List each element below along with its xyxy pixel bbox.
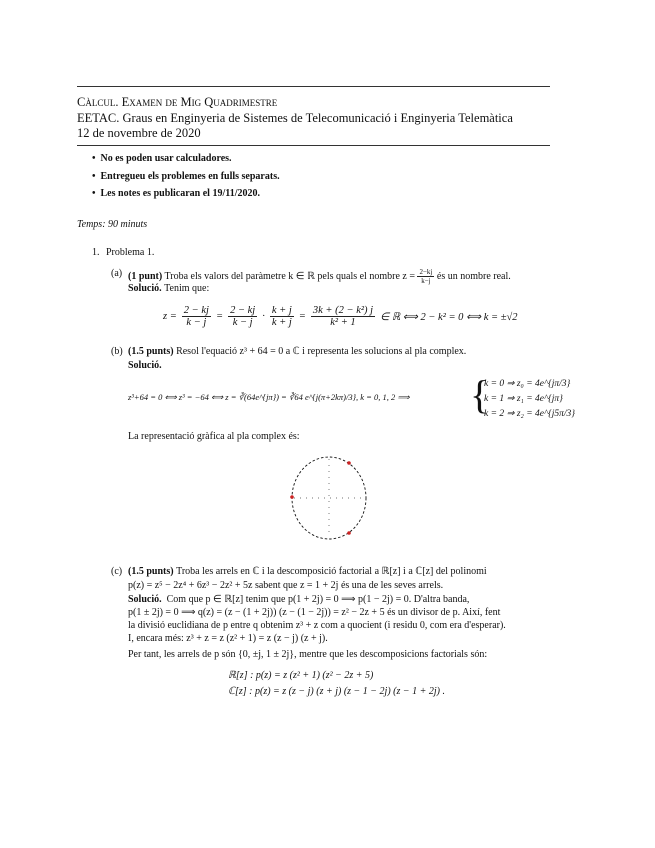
case-k1: k = 1 ⇒ z₁ = 4e^{jπ} [484,394,563,404]
problem-title: Problema 1. [106,247,155,258]
cases-brace: { [470,372,490,417]
rule-item: • No es poden usar calculadores. [92,153,232,164]
part-c-label: (c) [111,566,123,577]
part-c-solution-line4: I, encara més: z³ + z = z (z² + 1) = z (z − j) (z + j). [128,633,328,644]
rule-item: • Entregueu els problemes en fulls separats. [92,171,280,182]
part-c-solution-line5: Per tant, les arrels de p són {0, ±j, 1 ± 2j}, mentre que les descomposicions factorials són: [128,649,488,660]
case-k2: k = 2 ⇒ z₂ = 4e^{j5π/3} [484,409,576,419]
part-b-statement: (1.5 punts) Resol l'equació z³ + 64 = 0 a ℂ i representa les solucions al pla complex. [128,346,467,357]
problem-number: 1. [92,247,100,258]
rule-item: • Les notes es publicaran el 19/11/2020. [92,188,260,199]
root-z2 [347,531,351,535]
exam-subtitle: EETAC. Graus en Enginyeria de Sistemes de Telecomunicació i Enginyeria Telemàtica [77,111,513,125]
part-a-equation: z = $\frac{2 - kj}{k - j}$ = $\frac{2 - kj}{k - j}$ · $\frac{k + j}{k + j}$ = $\frac{\text{3k + (2 − k²) j}}{\text{k² + 1}}$ ∈ ℝ ⟺ 2 − k² = 0 ⟺ k = ±√2 [163,305,518,328]
case-k0: k = 0 ⇒ z₀ = 4e^{jπ/3} [484,379,571,389]
part-b-label: (b) [111,346,123,357]
part-b-solution-label: Solució. [128,360,162,371]
root-z1 [290,495,294,499]
complex-plane-plot [282,451,382,545]
part-c-statement-line1: (1.5 punts) Troba les arrels en ℂ i la descomposició factorial a ℝ[z] i a ℂ[z] del polinomi [128,566,487,577]
root-z0 [347,461,351,465]
top-rule [77,86,550,87]
exam-date: 12 de novembre de 2020 [77,126,201,140]
part-c-statement-line2: p(z) = z⁵ − 2z⁴ + 6z³ − 2z² + 5z sabent que z = 1 + 2j és una de les seves arrels. [128,580,444,591]
time-limit: Temps: 90 minuts [77,219,148,230]
part-a-label: (a) [111,268,123,279]
plot-caption: La representació gràfica al pla complex és: [128,431,300,442]
complex-factorization: ℂ[z] : p(z) = z (z − j) (z + j) (z − 1 − 2j) (z − 1 + 2j) . [228,686,445,697]
part-c-solution-line1: Solució. Com que p ∈ ℝ[z] tenim que p(1 + 2j) = 0 ⟹ p(1 − 2j) = 0. D'altra banda, [128,594,470,605]
header-bottom-rule [77,145,550,146]
part-c-solution-line3: la divisió euclidiana de p entre q obtenim z³ + z com a quocient (i residu 0, com era d'esperar). [128,620,506,631]
exam-title: Càlcul. Examen de Mig Quadrimestre [77,95,278,109]
part-a-statement: (1 punt) Troba els valors del paràmetre k ∈ ℝ pels quals el nombre z = $\frac{2-kj}{k-j}$ és un nombre real. [128,268,511,285]
part-a-solution-intro: Solució. Tenim que: [128,283,210,294]
part-b-main-equation: z³+64 = 0 ⟺ z³ = −64 ⟺ z = ∛(64e^{jπ}) = ∛64 e^{j(π+2kπ)/3}, k = 0, 1, 2 ⟹ [128,392,410,402]
real-factorization: ℝ[z] : p(z) = z (z² + 1) (z² − 2z + 5) [228,670,374,681]
part-c-solution-line2: p(1 ± 2j) = 0 ⟹ q(z) = (z − (1 + 2j)) (z − (1 − 2j)) = z² − 2z + 5 és un divisor de p. Així, fent [128,607,501,618]
